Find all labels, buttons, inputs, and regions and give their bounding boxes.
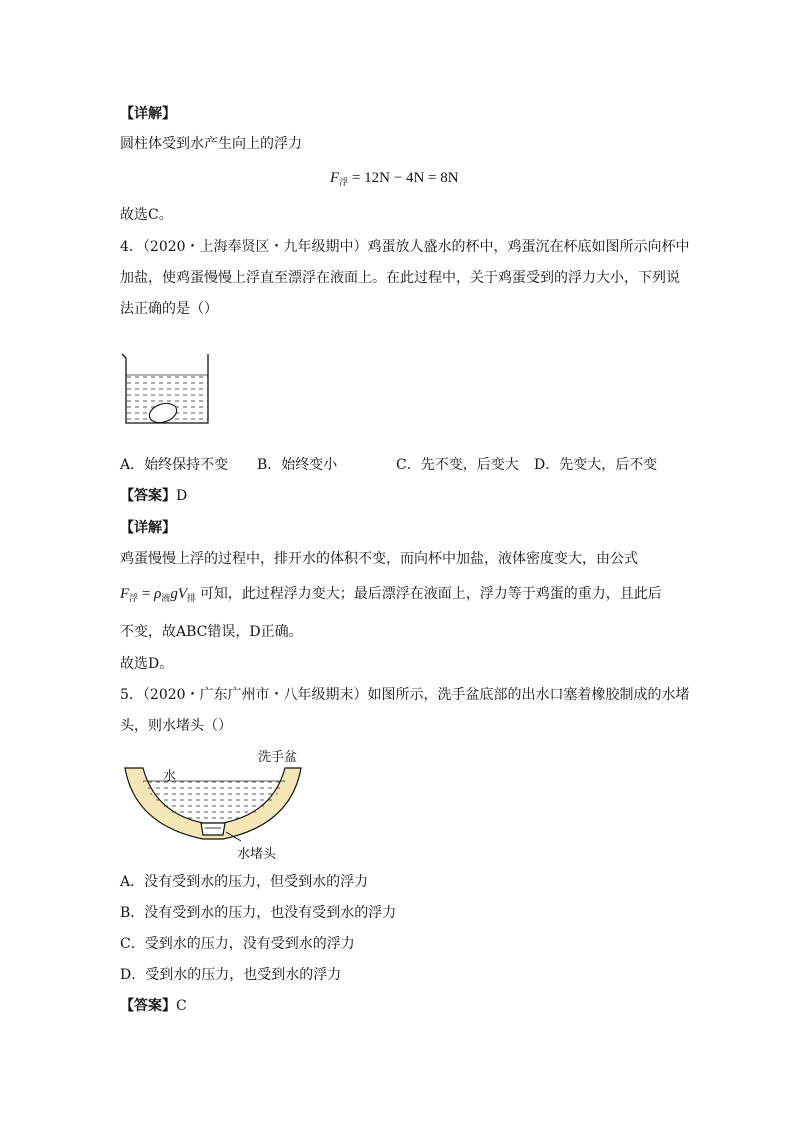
q4-formula-g: g	[170, 586, 178, 602]
q4-stem-line2: 加盐，使鸡蛋慢慢上浮直至漂浮在液面上。在此过程中，关于鸡蛋受到的浮力大小，下列说	[120, 270, 680, 286]
q5-stem-line2: 头，则水堵头（）	[120, 718, 232, 734]
q4-conclusion: 故选D。	[120, 656, 174, 672]
q4-stem-line3: 法正确的是（）	[120, 301, 218, 317]
conclusion-text: 故选C。	[120, 207, 173, 223]
beaker-egg-figure	[118, 350, 218, 430]
q4-formula-rho-sub: 液	[161, 593, 171, 603]
q5-stem-line1: 5．（2020・广东广州市・八年级期末）如图所示，洗手盆底部的出水口塞着橡胶制成的水堵	[120, 687, 690, 703]
q4-formula-F: F	[120, 586, 130, 602]
q5-option-b[interactable]: B．没有受到水的压力，也没有受到水的浮力	[120, 905, 397, 921]
q4-formula-rho: ρ	[154, 586, 162, 602]
q4-formula-V: V	[177, 586, 188, 602]
q4-detail-heading: 【详解】	[120, 520, 176, 536]
sink-figure	[115, 743, 315, 863]
q4-answer-value: D	[176, 488, 188, 504]
formula-F: F	[330, 170, 340, 186]
q5-answer-value: C	[176, 998, 187, 1014]
drain-plug	[201, 823, 225, 835]
q4-options	[120, 455, 680, 475]
q5-answer	[120, 996, 187, 1016]
q4-formula-V-sub: 排	[187, 593, 197, 603]
q5-option-c[interactable]: C．受到水的压力，没有受到水的浮力	[120, 936, 355, 952]
q5-option-d[interactable]: D．受到水的压力，也受到水的浮力	[120, 967, 342, 983]
q4-option-b[interactable]: B．始终变小	[257, 457, 338, 473]
q5-answer-label: 【答案】	[120, 998, 176, 1014]
q4-option-c[interactable]: C．先不变，后变大	[396, 457, 519, 473]
q4-formula-F-sub: 浮	[129, 593, 139, 603]
formula-F-sub: 浮	[339, 177, 349, 187]
q4-formula-eq: =	[138, 586, 155, 602]
q4-stem-line1: 4．（2020・上海奉贤区・九年级期中）鸡蛋放人盛水的杯中，鸡蛋沉在杯底如图所示向杯中	[120, 239, 690, 255]
formula-rhs: = 12N − 4N = 8N	[348, 170, 459, 186]
formula-buoyancy	[330, 168, 459, 192]
q4-detail-line3: 不变，故ABC错误，D正确。	[120, 624, 303, 640]
q4-option-a[interactable]: A．始终保持不变	[120, 457, 229, 473]
q4-answer	[120, 486, 187, 506]
q5-option-a[interactable]: A．没有受到水的压力，但受到水的浮力	[120, 874, 369, 890]
label-basin: 洗手盆	[258, 750, 298, 765]
q4-option-d[interactable]: D．先变大，后不变	[534, 457, 658, 473]
q4-detail-line2	[120, 584, 662, 608]
detail-text: 圆柱体受到水产生向上的浮力	[120, 136, 302, 152]
q4-answer-label: 【答案】	[120, 488, 176, 504]
label-water: 水	[163, 769, 177, 784]
q4-detail-line1: 鸡蛋慢慢上浮的过程中，排开水的体积不变，而向杯中加盐，液体密度变大，由公式	[120, 551, 638, 567]
label-plug: 水堵头	[237, 847, 277, 862]
detail-heading: 【详解】	[120, 106, 176, 122]
q4-formula	[120, 586, 200, 602]
q4-detail-line2-text: 可知，此过程浮力变大；最后漂浮在液面上，浮力等于鸡蛋的重力，且此后	[199, 586, 662, 602]
